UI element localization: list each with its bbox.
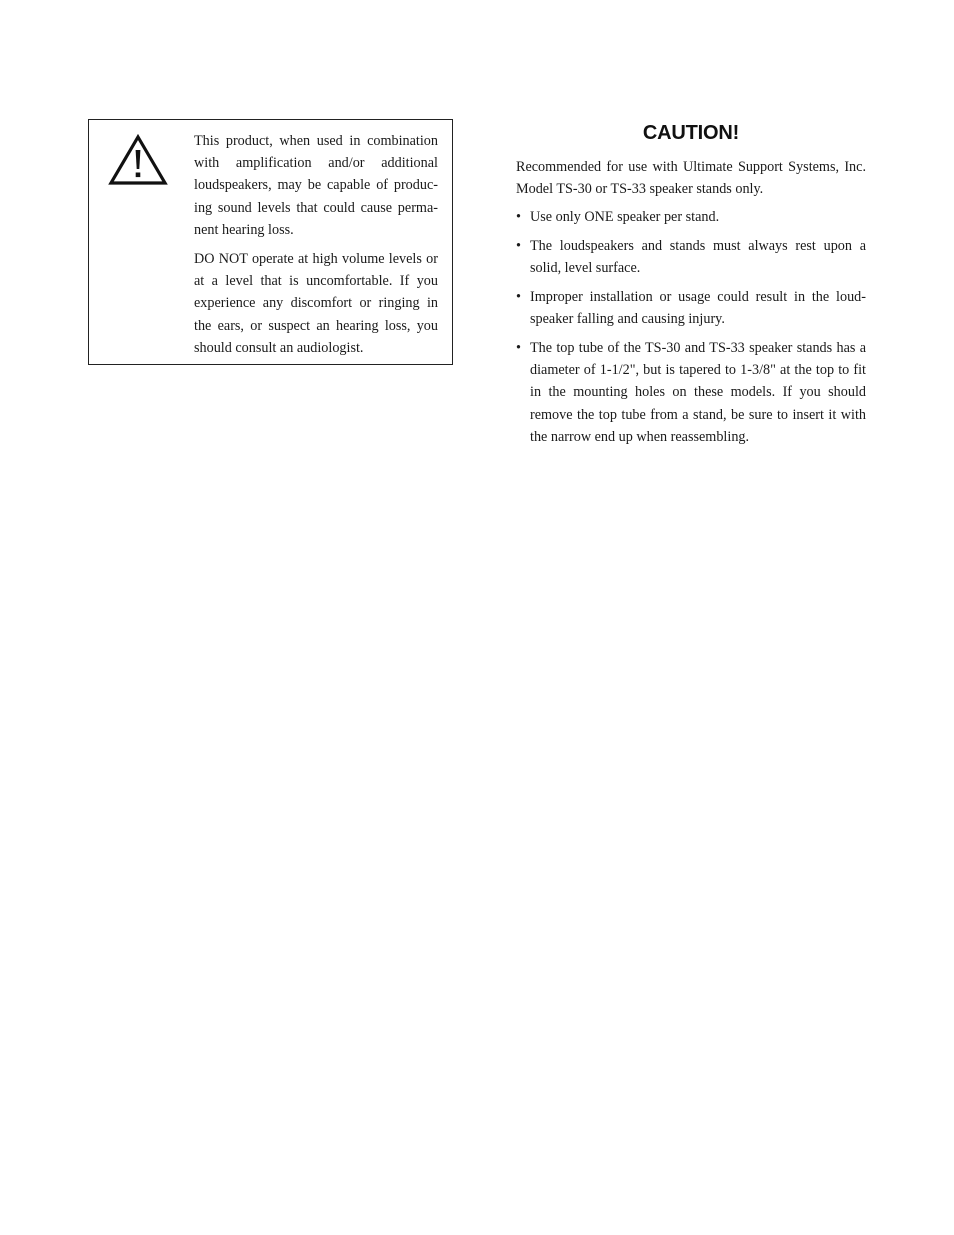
bullet-icon: • [516,209,521,226]
caution-item-text: The loudspeakers and stands must always rest upon a solid, level surface. [530,238,866,277]
hearing-warning-paragraph-2: DO NOT operate at high volume levels or at a level that is uncomfortable. If you experience any discomfort or ringing in the ears, or suspect an hearing loss, you should consult an audiologist. [194,251,438,356]
caution-title: CAUTION! [642,122,740,144]
caution-item-text: The top tube of the TS-30 and TS-33 speaker stands has a diameter of 1-1/2", but is tapered to 1-3/8" at the top to fit in the mounting holes on these models. If you should remove the top tube from a stand, be sure to insert it with the narrow end up when reassembling. [530,339,866,445]
caution-section [516,118,866,454]
bullet-icon: • [516,339,521,356]
hearing-warning-text [194,130,438,359]
caution-item-text: Improper installation or usage could result in the loudspeaker falling and causing injury. [530,289,866,328]
warning-triangle-icon [108,134,168,186]
caution-intro: Recommended for use with Ultimate Support Systems, Inc. Model TS-30 or TS-33 speaker stands only. [516,159,866,198]
caution-item [516,286,866,330]
caution-item [516,235,866,279]
bullet-icon: • [516,238,521,255]
caution-list [516,206,866,448]
hearing-warning-box [88,119,453,365]
caution-item-text: Use only ONE speaker per stand. [530,209,720,226]
hearing-warning-paragraph-1: This product, when used in combination with amplification and/or additional loudspeakers, may be capable of producing sound levels that could cause permanent hearing loss. [194,133,438,238]
caution-item [516,206,866,228]
caution-item [516,337,866,448]
bullet-icon: • [516,289,521,306]
